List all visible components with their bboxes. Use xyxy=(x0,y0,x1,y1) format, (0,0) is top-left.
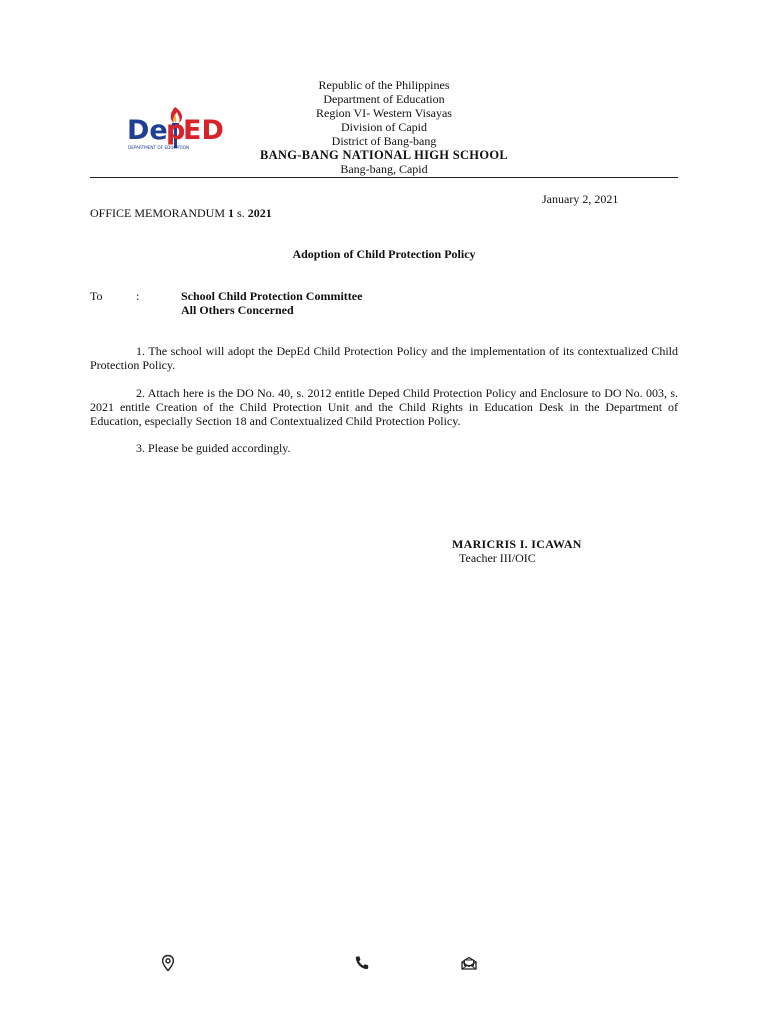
memo-subject: Adoption of Child Protection Policy xyxy=(292,247,476,261)
to-colon: : xyxy=(136,289,140,303)
envelope-icon xyxy=(460,954,478,972)
memo-prefix: OFFICE MEMORANDUM xyxy=(90,206,229,220)
header-line-division: Division of Capid xyxy=(341,120,427,134)
to-label: To xyxy=(90,289,103,303)
letterhead xyxy=(0,78,768,176)
memo-date: January 2, 2021 xyxy=(542,192,619,206)
memo-year: 2021 xyxy=(247,206,272,220)
memo-number-line xyxy=(90,206,272,221)
recipient-committee: School Child Protection Committee xyxy=(181,289,363,303)
phone-icon xyxy=(353,954,371,972)
body-paragraph-2: 2. Attach here is the DO No. 40, s. 2012 entitle Deped Child Protection Policy and Enclosure to DO No. 003, s. 2021 entitle Creation of the Child Protection Unit and the Child Rights in Education Desk in the Department of Education, especially Section 18 and Contextualized Child Protection Policy. xyxy=(90,386,678,428)
location-pin-icon xyxy=(159,954,177,972)
svg-text:DEPARTMENT OF EDUCATION: DEPARTMENT OF EDUCATION xyxy=(128,145,190,150)
recipient-others: All Others Concerned xyxy=(181,303,294,317)
svg-text:De: De xyxy=(127,115,168,146)
body-paragraph-1: 1. The school will adopt the DepEd Child Protection Policy and the implementation of its contextualized Child Protection Policy. xyxy=(90,344,678,372)
body-paragraph-3: 3. Please be guided accordingly. xyxy=(136,441,291,455)
recipients xyxy=(181,289,362,317)
signatory-name: MARICRIS I. ICAWAN xyxy=(452,537,582,551)
header-divider xyxy=(90,177,678,178)
memo-s-label: s. xyxy=(234,206,248,220)
school-address: Bang-bang, Capid xyxy=(340,162,428,176)
school-name: BANG-BANG NATIONAL HIGH SCHOOL xyxy=(259,148,509,162)
header-line-region: Region VI- Western Visayas xyxy=(316,106,452,120)
svg-text:p: p xyxy=(166,115,186,146)
header-line-republic: Republic of the Philippines xyxy=(318,78,450,92)
header-line-district: District of Bang-bang xyxy=(331,134,437,148)
memo-number: 1 xyxy=(228,206,235,220)
signatory-title: Teacher III/OIC xyxy=(459,551,536,565)
header-line-department: Department of Education xyxy=(323,92,445,106)
svg-text:ED: ED xyxy=(183,115,224,146)
